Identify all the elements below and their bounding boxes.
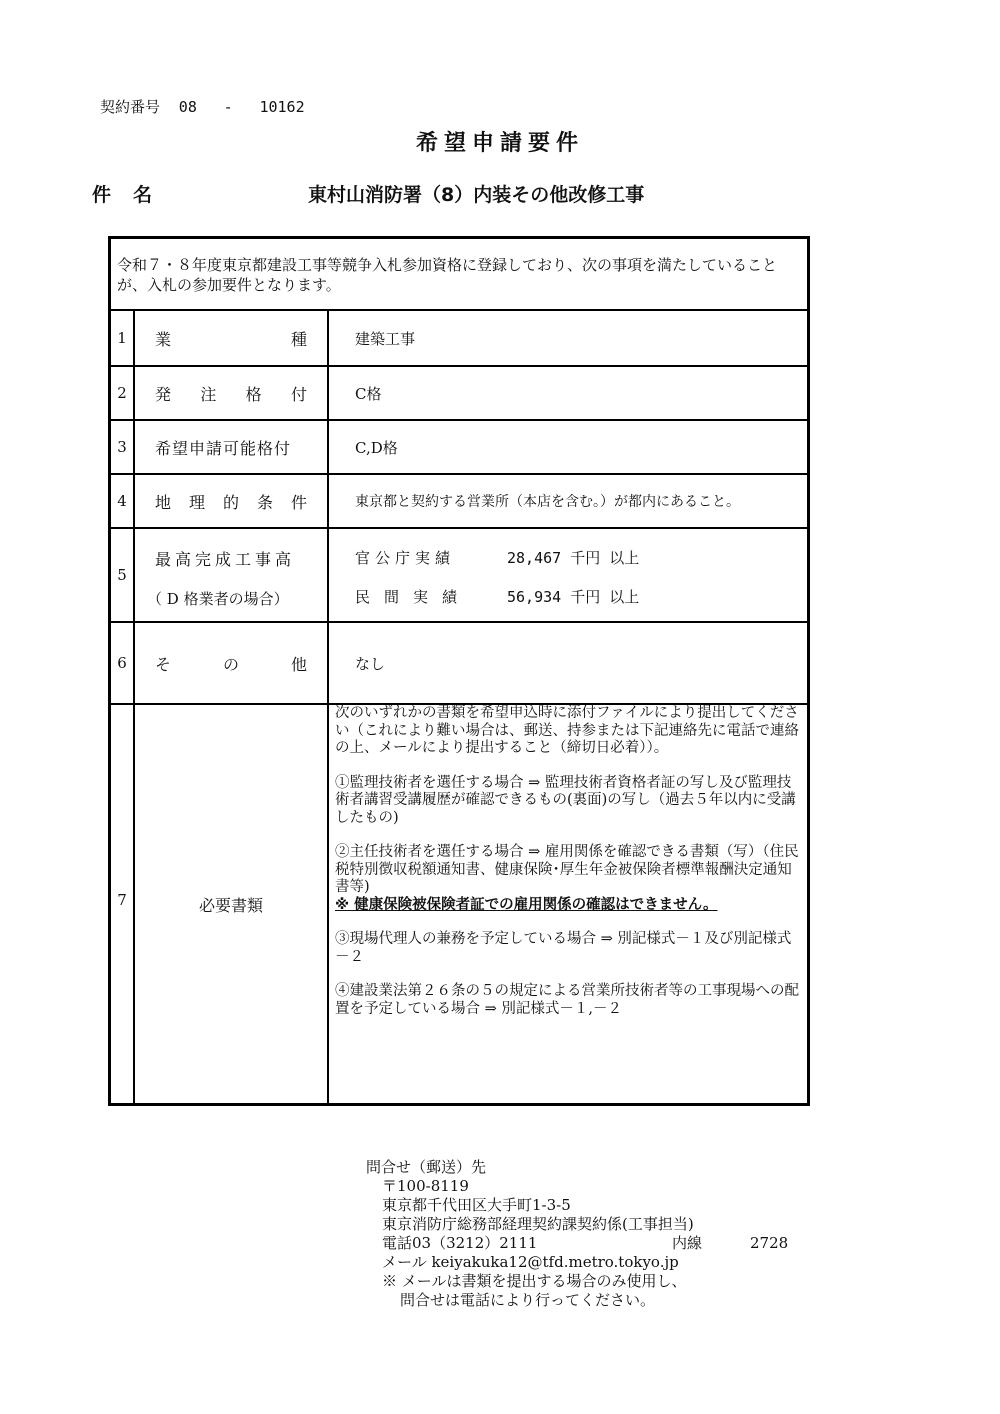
row-number: 6	[111, 623, 135, 703]
contact-note-1: ※ メールは書類を提出する場合のみ使用し、	[382, 1272, 687, 1290]
contract-label: 契約番号	[100, 98, 161, 116]
row-label	[135, 311, 329, 365]
max-completion-label: 最高完成工事高	[155, 550, 296, 569]
eligible-grade-label: 希望申請可能格付	[155, 438, 292, 458]
eligible-grade-value: C,D格	[355, 438, 398, 457]
private-record-value: 56,934 千円 以上	[507, 588, 640, 606]
contact-heading: 問合せ（郵送）先	[366, 1158, 487, 1176]
phone-line	[366, 1234, 788, 1253]
contact-email: メール keiyakuka12@tfd.metro.tokyo.jp	[382, 1253, 679, 1271]
row-label	[135, 475, 329, 527]
contract-dash: -	[223, 98, 233, 116]
other-value: なし	[355, 654, 386, 673]
completion-values	[329, 529, 807, 621]
grade-d-note: （ D 格業者の場合）	[147, 590, 289, 608]
requirement-row-5	[111, 529, 807, 623]
document-title: 希望申請要件	[415, 131, 584, 156]
requirement-row-4	[111, 475, 807, 529]
private-record-label: 民間実績	[355, 588, 472, 606]
row-number: 7	[111, 705, 135, 1103]
requirement-row-1	[111, 311, 807, 367]
row-number: 1	[111, 311, 135, 365]
subject-label: 件名	[92, 184, 175, 206]
postal-code: 〒100-8119	[382, 1177, 469, 1195]
subject-value: 東村山消防署（8）内装その他改修工事	[308, 184, 645, 206]
row-label	[135, 421, 329, 473]
row-number: 3	[111, 421, 135, 473]
intro-text: 令和７・８年度東京都建設工事等競争入札参加資格に登録しており、次の事項を満たしていることが、入札の参加要件となります。	[111, 239, 807, 311]
order-grade-label: 発 注 格 付	[155, 384, 307, 404]
row-number: 2	[111, 367, 135, 419]
extension-number: 2728	[750, 1234, 789, 1252]
requirement-row-7	[111, 705, 807, 1103]
health-insurance-warning: ※ 健康保険被保険者証での雇用関係の確認はできません。	[335, 896, 718, 913]
geo-condition-label: 地 理 的 条 件	[155, 492, 307, 512]
contact-department: 東京消防庁総務部経理契約課契約係(工事担当)	[382, 1215, 694, 1233]
order-grade-value: C格	[355, 384, 382, 403]
gov-record-label: 官公庁実績	[355, 549, 456, 567]
docs-office-engineer: ④建設業法第２６条の５の規定による営業所技術者等の工事現場への配置を予定している場合 ⇒ 別記様式－１,－２	[335, 983, 799, 1017]
docs-site-agent: ③現場代理人の兼務を予定している場合 ⇒ 別記様式－１及び別記様式－２	[335, 931, 792, 965]
row-label	[135, 529, 329, 621]
docs-supervising-engineer: ①監理技術者を選任する場合 ⇒ 監理技術者資格者証の写し及び監理技術者講習受講履歴が確認できるもの(裏面)の写し（過去５年以内に受講したもの)	[335, 774, 796, 826]
row-number: 5	[111, 529, 135, 621]
contract-number-line	[100, 96, 305, 117]
requirement-row-3	[111, 421, 807, 475]
gov-record-value: 28,467 千円 以上	[507, 549, 640, 567]
industry-label: 業 種	[155, 329, 307, 349]
row-label	[135, 623, 329, 703]
industry-value: 建築工事	[355, 329, 416, 348]
requirement-row-6	[111, 623, 807, 705]
contract-number: 10162	[259, 98, 305, 116]
requirements-table	[108, 236, 810, 1106]
docs-chief-engineer: ②主任技術者を選任する場合 ⇒ 雇用関係を確認できる書類（写）（住民税特別徴収税額通知書、健康保険･厚生年金被保険者標準報酬決定通知書等)	[335, 844, 799, 895]
other-label: そ の 他	[155, 654, 307, 674]
contact-phone: 電話03（3212）2111	[382, 1234, 538, 1252]
extension-label: 内線	[672, 1234, 703, 1252]
contact-note-2: 問合せは電話により行ってください。	[400, 1291, 656, 1309]
contact-address: 東京都千代田区大手町1-3-5	[382, 1196, 571, 1214]
required-docs-label: 必要書類	[135, 705, 329, 1103]
requirement-row-2	[111, 367, 807, 421]
docs-instructions: 次のいずれかの書類を希望申込時に添付ファイルにより提出してください（これにより難い場合は、郵送、持参または下記連絡先に電話で連絡の上、メールにより提出すること（締切日必着））。	[335, 705, 799, 756]
required-docs-value	[329, 705, 807, 1103]
row-label	[135, 367, 329, 419]
geo-condition-value: 東京都と契約する営業所（本店を含む。）が都内にあること。	[355, 494, 740, 510]
contact-block	[366, 1158, 788, 1310]
row-number: 4	[111, 475, 135, 527]
contract-prefix: 08	[178, 98, 197, 116]
